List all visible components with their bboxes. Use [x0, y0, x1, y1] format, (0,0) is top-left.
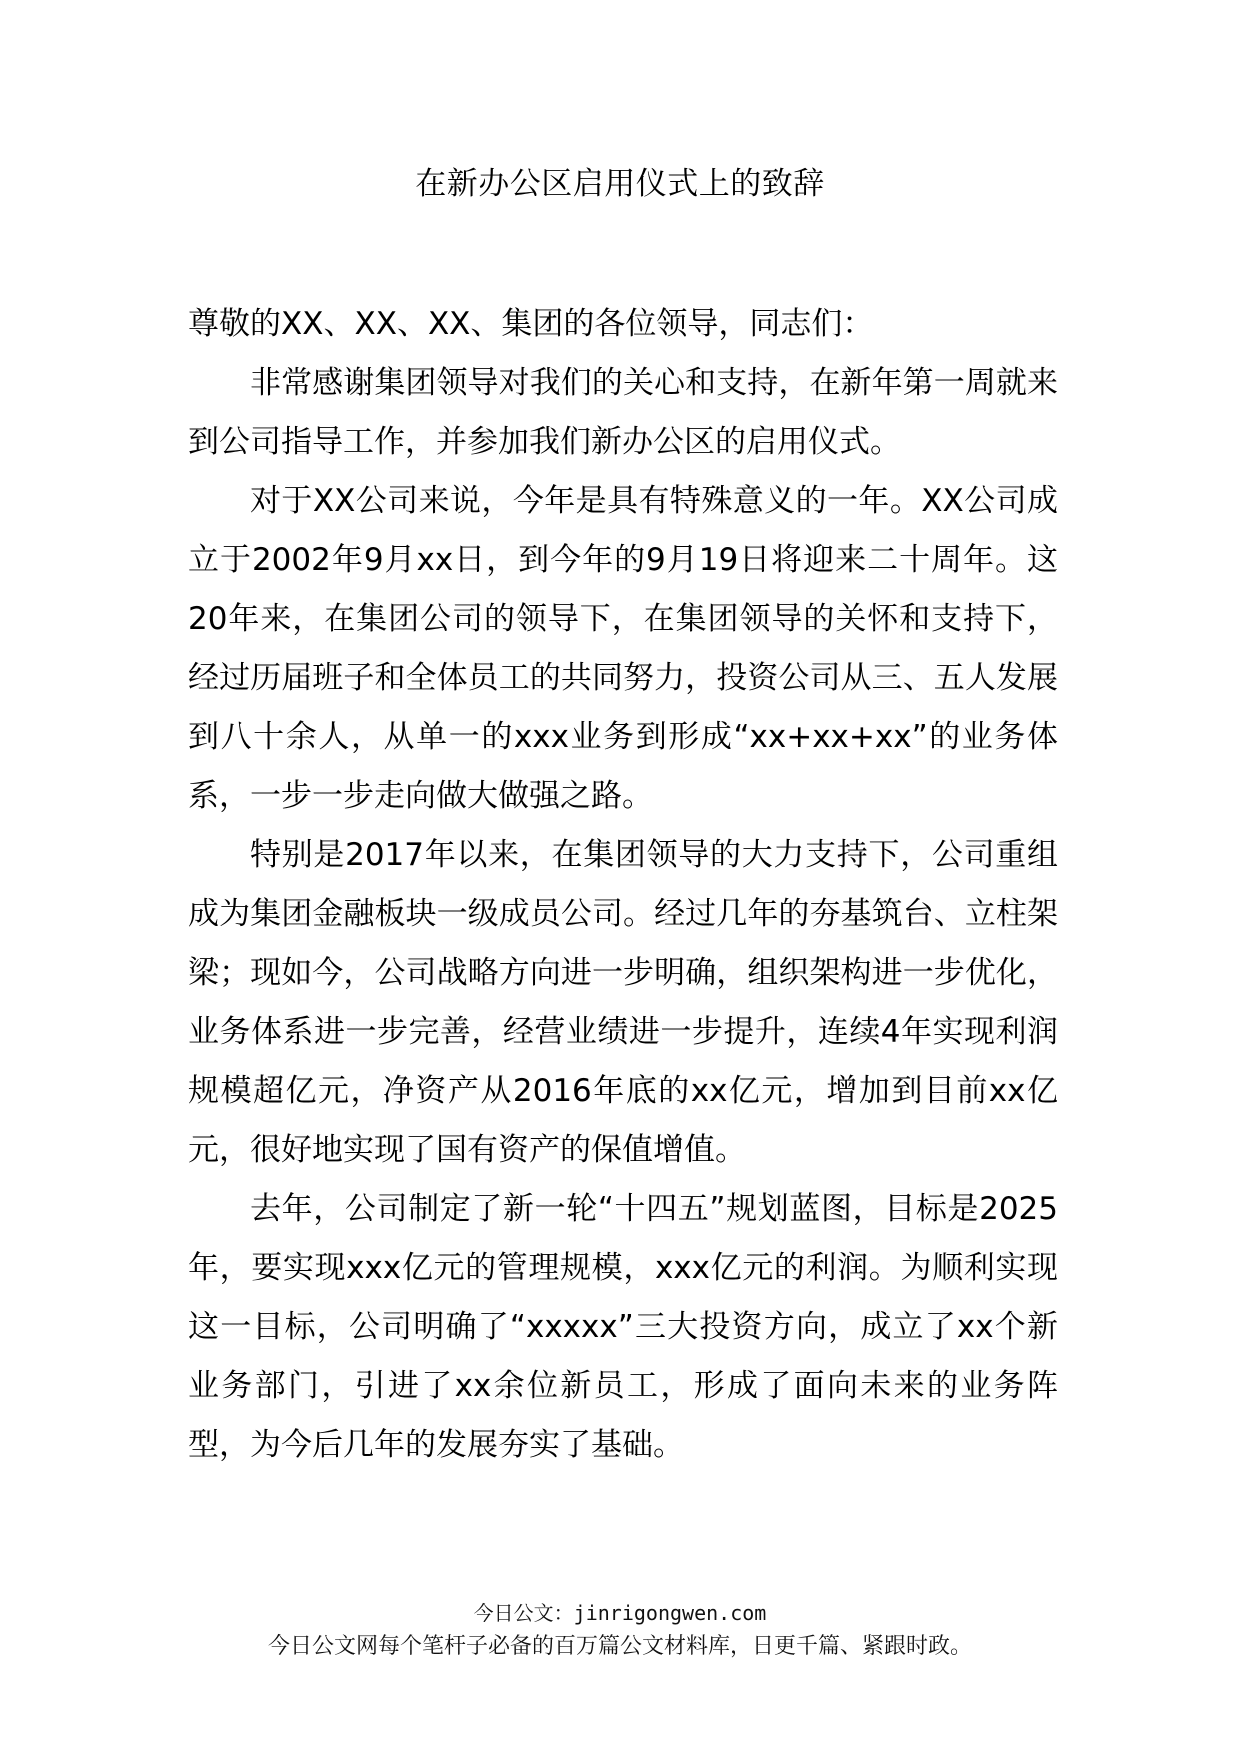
footer-site-link[interactable]: 今日公文：jinrigongwen.com — [473, 1601, 767, 1625]
paragraph: 特别是2017年以来，在集团领导的大力支持下，公司重组成为集团金融板块一级成员公司。经过几年的夯基筑台、立柱架梁；现如今，公司战略方向进一步明确，组织架构进一步优化，业务体系进一步完善，经营业绩进一步提升，连续4年实现利润规模超亿元，净资产从2016年底的xx亿元，增加到目前xx亿元，很好地实现了国有资产的保值增值。 — [188, 837, 1058, 1168]
paragraph: 去年，公司制定了新一轮“十四五”规划蓝图，目标是2025年，要实现xxx亿元的管理规模，xxx亿元的利润。为顺利实现这一目标，公司明确了“xxxxx”三大投资方向，成立了xx个新业务部门，引进了xx余位新员工，形成了面向未来的业务阵型，为今后几年的发展夯实了基础。 — [188, 1191, 1058, 1463]
document-title: 在新办公区启用仪式上的致辞 — [415, 166, 825, 202]
paragraph: 对于XX公司来说，今年是具有特殊意义的一年。XX公司成立于2002年9月xx日，到今年的9月19日将迎来二十周年。这20年来，在集团公司的领导下，在集团领导的关怀和支持下，经过历届班子和全体员工的共同努力，投资公司从三、五人发展到八十余人，从单一的xxx业务到形成“xx+xx+xx”的业务体系，一步一步走向做大做强之路。 — [188, 483, 1058, 814]
salutation: 尊敬的XX、XX、XX、集团的各位领导，同志们： — [188, 306, 874, 342]
document-body — [188, 295, 1058, 1475]
footer-slogan: 今日公文网每个笔杆子必备的百万篇公文材料库，日更千篇、紧跟时政。 — [267, 1634, 972, 1659]
paragraph: 非常感谢集团领导对我们的关心和支持，在新年第一周就来到公司指导工作，并参加我们新办公区的启用仪式。 — [188, 365, 1058, 460]
